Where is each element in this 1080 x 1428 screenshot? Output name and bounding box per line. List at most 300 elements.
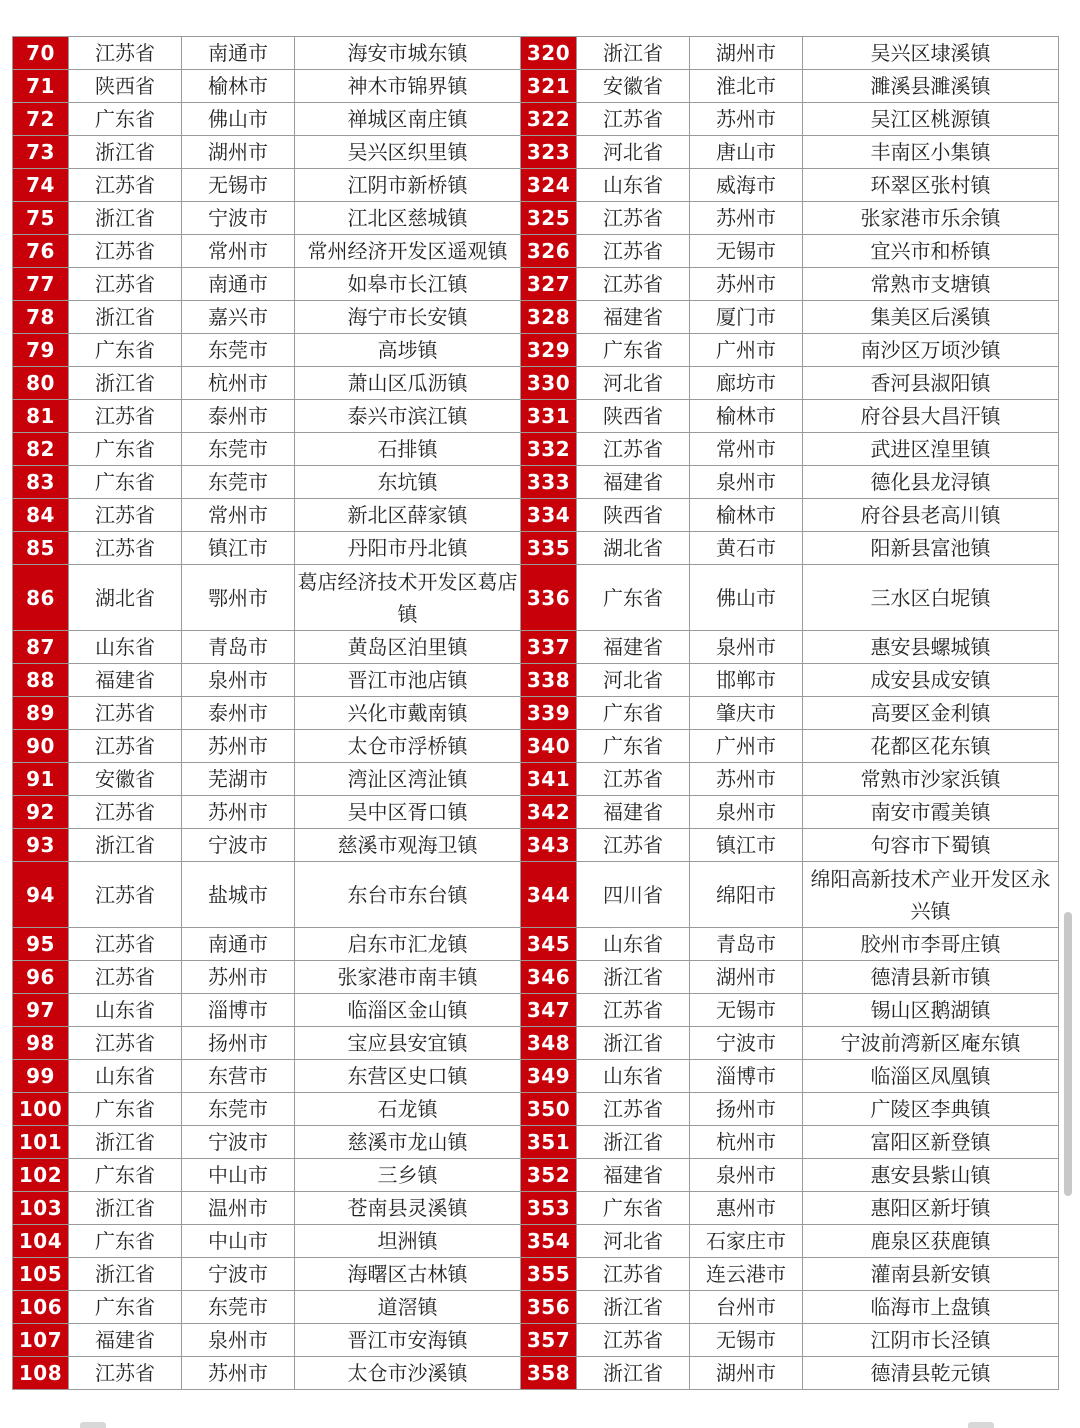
city-cell: 廊坊市 [690,367,803,400]
rank-cell: 81 [13,400,69,433]
town-cell: 东台市东台镇 [295,862,521,928]
city-cell: 泉州市 [690,631,803,664]
province-cell: 浙江省 [577,37,690,70]
table-row [13,1324,1059,1357]
rank-cell: 329 [521,334,577,367]
rank-cell: 331 [521,400,577,433]
table-row [13,1192,1059,1225]
province-cell: 广东省 [69,1291,182,1324]
town-cell: 吴中区胥口镇 [295,796,521,829]
table-row [13,136,1059,169]
town-cell: 丰南区小集镇 [803,136,1059,169]
rank-cell: 336 [521,565,577,631]
province-cell: 河北省 [577,664,690,697]
province-cell: 江苏省 [577,235,690,268]
rank-cell: 323 [521,136,577,169]
town-cell: 惠安县紫山镇 [803,1159,1059,1192]
city-cell: 东莞市 [182,1291,295,1324]
province-cell: 浙江省 [69,829,182,862]
city-cell: 苏州市 [182,1357,295,1390]
table-row [13,631,1059,664]
city-cell: 惠州市 [690,1192,803,1225]
rank-cell: 71 [13,70,69,103]
province-cell: 河北省 [577,367,690,400]
province-cell: 广东省 [69,1093,182,1126]
city-cell: 泉州市 [690,466,803,499]
town-cell: 宝应县安宜镇 [295,1027,521,1060]
city-cell: 湖州市 [690,961,803,994]
town-cell: 绵阳高新技术产业开发区永兴镇 [803,862,1059,928]
town-cell: 锡山区鹅湖镇 [803,994,1059,1027]
town-cell: 环翠区张村镇 [803,169,1059,202]
rank-cell: 93 [13,829,69,862]
city-cell: 鄂州市 [182,565,295,631]
rank-cell: 334 [521,499,577,532]
table-row [13,301,1059,334]
rank-cell: 96 [13,961,69,994]
town-cell: 常熟市沙家浜镇 [803,763,1059,796]
province-cell: 四川省 [577,862,690,928]
town-cell: 吴江区桃源镇 [803,103,1059,136]
rank-cell: 78 [13,301,69,334]
city-cell: 东莞市 [182,433,295,466]
rank-cell: 349 [521,1060,577,1093]
province-cell: 广东省 [577,565,690,631]
city-cell: 宁波市 [182,1258,295,1291]
rank-cell: 83 [13,466,69,499]
city-cell: 榆林市 [182,70,295,103]
city-cell: 泉州市 [690,1159,803,1192]
table-row [13,268,1059,301]
rank-cell: 352 [521,1159,577,1192]
province-cell: 江苏省 [577,1258,690,1291]
province-cell: 湖北省 [69,565,182,631]
province-cell: 安徽省 [577,70,690,103]
city-cell: 常州市 [182,499,295,532]
city-cell: 苏州市 [182,796,295,829]
rank-cell: 77 [13,268,69,301]
city-cell: 东营市 [182,1060,295,1093]
table-body [13,37,1059,1390]
rank-cell: 89 [13,697,69,730]
province-cell: 福建省 [577,796,690,829]
town-cell: 禅城区南庄镇 [295,103,521,136]
city-cell: 台州市 [690,1291,803,1324]
rank-cell: 348 [521,1027,577,1060]
rank-cell: 339 [521,697,577,730]
city-cell: 泉州市 [182,664,295,697]
province-cell: 广东省 [577,697,690,730]
town-cell: 南安市霞美镇 [803,796,1059,829]
rank-cell: 108 [13,1357,69,1390]
city-cell: 宁波市 [690,1027,803,1060]
city-cell: 东莞市 [182,1093,295,1126]
city-cell: 苏州市 [690,202,803,235]
town-cell: 吴兴区织里镇 [295,136,521,169]
town-cell: 海宁市长安镇 [295,301,521,334]
table-row [13,565,1059,631]
table-row [13,1060,1059,1093]
rank-cell: 85 [13,532,69,565]
town-cell: 临淄区金山镇 [295,994,521,1027]
town-cell: 神木市锦界镇 [295,70,521,103]
province-cell: 陕西省 [577,499,690,532]
province-cell: 江苏省 [69,862,182,928]
rank-cell: 70 [13,37,69,70]
rank-cell: 90 [13,730,69,763]
province-cell: 山东省 [577,928,690,961]
town-cell: 富阳区新登镇 [803,1126,1059,1159]
table-row [13,829,1059,862]
table-row [13,70,1059,103]
rank-cell: 320 [521,37,577,70]
table-row [13,730,1059,763]
province-cell: 湖北省 [577,532,690,565]
town-cell: 常熟市支塘镇 [803,268,1059,301]
province-cell: 江苏省 [577,829,690,862]
rank-cell: 324 [521,169,577,202]
table-row [13,202,1059,235]
province-cell: 安徽省 [69,763,182,796]
town-cell: 泰兴市滨江镇 [295,400,521,433]
city-cell: 绵阳市 [690,862,803,928]
province-cell: 广东省 [577,730,690,763]
city-cell: 盐城市 [182,862,295,928]
rank-cell: 87 [13,631,69,664]
town-cell: 临海市上盘镇 [803,1291,1059,1324]
town-cell: 集美区后溪镇 [803,301,1059,334]
town-cell: 常州经济开发区遥观镇 [295,235,521,268]
rank-cell: 357 [521,1324,577,1357]
rank-cell: 330 [521,367,577,400]
town-cell: 启东市汇龙镇 [295,928,521,961]
province-cell: 江苏省 [69,697,182,730]
town-cell: 黄岛区泊里镇 [295,631,521,664]
town-cell: 坦洲镇 [295,1225,521,1258]
town-cell: 湾沚区湾沚镇 [295,763,521,796]
city-cell: 杭州市 [690,1126,803,1159]
province-cell: 江苏省 [577,433,690,466]
rank-cell: 75 [13,202,69,235]
province-cell: 广东省 [69,103,182,136]
city-cell: 泉州市 [690,796,803,829]
province-cell: 江苏省 [69,928,182,961]
city-cell: 无锡市 [690,235,803,268]
town-cell: 道滘镇 [295,1291,521,1324]
town-cell: 晋江市安海镇 [295,1324,521,1357]
province-cell: 广东省 [69,1159,182,1192]
scrollbar-thumb[interactable] [1064,912,1072,1196]
rank-cell: 80 [13,367,69,400]
city-cell: 黄石市 [690,532,803,565]
town-cell: 灌南县新安镇 [803,1258,1059,1291]
city-cell: 温州市 [182,1192,295,1225]
town-cell: 德化县龙浔镇 [803,466,1059,499]
rank-cell: 73 [13,136,69,169]
city-cell: 佛山市 [182,103,295,136]
rank-cell: 107 [13,1324,69,1357]
table-row [13,235,1059,268]
province-cell: 山东省 [69,631,182,664]
rank-cell: 91 [13,763,69,796]
province-cell: 浙江省 [69,202,182,235]
city-cell: 湖州市 [182,136,295,169]
city-cell: 苏州市 [690,763,803,796]
province-cell: 河北省 [577,1225,690,1258]
table-row [13,1159,1059,1192]
town-cell: 东营区史口镇 [295,1060,521,1093]
city-cell: 无锡市 [182,169,295,202]
table-row [13,928,1059,961]
city-cell: 苏州市 [690,103,803,136]
table-row [13,37,1059,70]
town-cell: 宁波前湾新区庵东镇 [803,1027,1059,1060]
province-cell: 浙江省 [577,1027,690,1060]
city-cell: 石家庄市 [690,1225,803,1258]
town-cell: 丹阳市丹北镇 [295,532,521,565]
town-cell: 香河县淑阳镇 [803,367,1059,400]
province-cell: 福建省 [69,1324,182,1357]
city-cell: 佛山市 [690,565,803,631]
table-row [13,499,1059,532]
rank-cell: 86 [13,565,69,631]
town-cell: 海安市城东镇 [295,37,521,70]
rank-cell: 351 [521,1126,577,1159]
town-cell: 石排镇 [295,433,521,466]
town-cell: 新北区薛家镇 [295,499,521,532]
table-row [13,1093,1059,1126]
town-cell: 南沙区万顷沙镇 [803,334,1059,367]
province-cell: 江苏省 [577,103,690,136]
city-cell: 湖州市 [690,1357,803,1390]
rank-cell: 327 [521,268,577,301]
province-cell: 广东省 [577,1192,690,1225]
city-cell: 扬州市 [182,1027,295,1060]
rank-cell: 338 [521,664,577,697]
rank-cell: 105 [13,1258,69,1291]
town-cell: 太仓市浮桥镇 [295,730,521,763]
rank-cell: 103 [13,1192,69,1225]
town-cell: 高要区金利镇 [803,697,1059,730]
rank-cell: 350 [521,1093,577,1126]
town-cell: 萧山区瓜沥镇 [295,367,521,400]
town-cell: 德清县乾元镇 [803,1357,1059,1390]
province-cell: 广东省 [69,1225,182,1258]
rank-cell: 355 [521,1258,577,1291]
bottom-left-edge [80,1422,106,1428]
rank-cell: 343 [521,829,577,862]
city-cell: 连云港市 [690,1258,803,1291]
province-cell: 浙江省 [69,301,182,334]
rank-cell: 88 [13,664,69,697]
bottom-right-edge [968,1422,994,1428]
province-cell: 浙江省 [577,961,690,994]
rank-cell: 84 [13,499,69,532]
province-cell: 浙江省 [577,1126,690,1159]
table-row [13,367,1059,400]
city-cell: 苏州市 [182,961,295,994]
province-cell: 浙江省 [69,1126,182,1159]
rank-cell: 95 [13,928,69,961]
table-row [13,1225,1059,1258]
province-cell: 陕西省 [69,70,182,103]
province-cell: 江苏省 [577,202,690,235]
town-cell: 临淄区凤凰镇 [803,1060,1059,1093]
table-row [13,994,1059,1027]
town-cell: 府谷县老高川镇 [803,499,1059,532]
rank-cell: 104 [13,1225,69,1258]
province-cell: 江苏省 [69,37,182,70]
table-row [13,466,1059,499]
province-cell: 江苏省 [69,796,182,829]
rank-cell: 333 [521,466,577,499]
table-row [13,433,1059,466]
rank-cell: 358 [521,1357,577,1390]
city-cell: 宁波市 [182,829,295,862]
town-cell: 苍南县灵溪镇 [295,1192,521,1225]
city-cell: 泰州市 [182,400,295,433]
province-cell: 江苏省 [577,994,690,1027]
table-row [13,961,1059,994]
rank-cell: 102 [13,1159,69,1192]
table-row [13,1027,1059,1060]
rank-cell: 100 [13,1093,69,1126]
city-cell: 中山市 [182,1225,295,1258]
town-cell: 江北区慈城镇 [295,202,521,235]
town-cell: 张家港市南丰镇 [295,961,521,994]
province-cell: 江苏省 [69,400,182,433]
province-cell: 江苏省 [577,1324,690,1357]
city-cell: 南通市 [182,928,295,961]
province-cell: 浙江省 [69,1192,182,1225]
city-cell: 苏州市 [690,268,803,301]
town-cell: 如皋市长江镇 [295,268,521,301]
table-row [13,1126,1059,1159]
city-cell: 榆林市 [690,499,803,532]
city-cell: 南通市 [182,37,295,70]
city-cell: 唐山市 [690,136,803,169]
rank-cell: 101 [13,1126,69,1159]
rank-cell: 322 [521,103,577,136]
town-cell: 葛店经济技术开发区葛店镇 [295,565,521,631]
rank-cell: 328 [521,301,577,334]
town-cell: 吴兴区埭溪镇 [803,37,1059,70]
province-cell: 山东省 [69,1060,182,1093]
city-cell: 宁波市 [182,202,295,235]
province-cell: 浙江省 [577,1291,690,1324]
province-cell: 江苏省 [69,499,182,532]
rank-cell: 97 [13,994,69,1027]
province-cell: 浙江省 [577,1357,690,1390]
rank-cell: 79 [13,334,69,367]
city-cell: 无锡市 [690,1324,803,1357]
town-cell: 张家港市乐余镇 [803,202,1059,235]
rank-cell: 326 [521,235,577,268]
city-cell: 肇庆市 [690,697,803,730]
city-cell: 扬州市 [690,1093,803,1126]
town-cell: 武进区湟里镇 [803,433,1059,466]
rank-cell: 346 [521,961,577,994]
town-cell: 晋江市池店镇 [295,664,521,697]
province-cell: 江苏省 [69,268,182,301]
city-cell: 邯郸市 [690,664,803,697]
rank-cell: 337 [521,631,577,664]
rank-cell: 356 [521,1291,577,1324]
province-cell: 广东省 [69,466,182,499]
town-cell: 三水区白坭镇 [803,565,1059,631]
town-cell: 江阴市新桥镇 [295,169,521,202]
rank-cell: 353 [521,1192,577,1225]
rank-cell: 82 [13,433,69,466]
rank-cell: 340 [521,730,577,763]
city-cell: 镇江市 [690,829,803,862]
town-cell: 府谷县大昌汗镇 [803,400,1059,433]
city-cell: 榆林市 [690,400,803,433]
city-cell: 青岛市 [690,928,803,961]
province-cell: 江苏省 [69,532,182,565]
rank-cell: 94 [13,862,69,928]
province-cell: 福建省 [577,301,690,334]
province-cell: 广东省 [69,433,182,466]
rank-cell: 74 [13,169,69,202]
city-cell: 泰州市 [182,697,295,730]
province-cell: 江苏省 [69,730,182,763]
rank-cell: 76 [13,235,69,268]
table-row [13,763,1059,796]
table-row [13,796,1059,829]
town-cell: 宜兴市和桥镇 [803,235,1059,268]
table-row [13,103,1059,136]
city-cell: 宁波市 [182,1126,295,1159]
town-cell: 阳新县富池镇 [803,532,1059,565]
town-cell: 德清县新市镇 [803,961,1059,994]
rank-cell: 106 [13,1291,69,1324]
table-row [13,334,1059,367]
city-cell: 淄博市 [690,1060,803,1093]
town-cell: 成安县成安镇 [803,664,1059,697]
city-cell: 广州市 [690,334,803,367]
town-cell: 慈溪市龙山镇 [295,1126,521,1159]
town-cell: 慈溪市观海卫镇 [295,829,521,862]
table-row [13,862,1059,928]
rank-cell: 347 [521,994,577,1027]
city-cell: 嘉兴市 [182,301,295,334]
province-cell: 江苏省 [69,1027,182,1060]
province-cell: 江苏省 [577,763,690,796]
city-cell: 南通市 [182,268,295,301]
rank-cell: 332 [521,433,577,466]
city-cell: 湖州市 [690,37,803,70]
city-cell: 中山市 [182,1159,295,1192]
town-cell: 鹿泉区获鹿镇 [803,1225,1059,1258]
city-cell: 常州市 [182,235,295,268]
province-cell: 山东省 [577,169,690,202]
rank-cell: 354 [521,1225,577,1258]
town-cell: 广陵区李典镇 [803,1093,1059,1126]
town-cell: 句容市下蜀镇 [803,829,1059,862]
town-cell: 花都区花东镇 [803,730,1059,763]
province-cell: 河北省 [577,136,690,169]
town-cell: 惠安县螺城镇 [803,631,1059,664]
table-row [13,697,1059,730]
table-row [13,664,1059,697]
province-cell: 山东省 [577,1060,690,1093]
city-cell: 威海市 [690,169,803,202]
town-cell: 惠阳区新圩镇 [803,1192,1059,1225]
province-cell: 浙江省 [69,136,182,169]
province-cell: 江苏省 [69,1357,182,1390]
table-row [13,1357,1059,1390]
